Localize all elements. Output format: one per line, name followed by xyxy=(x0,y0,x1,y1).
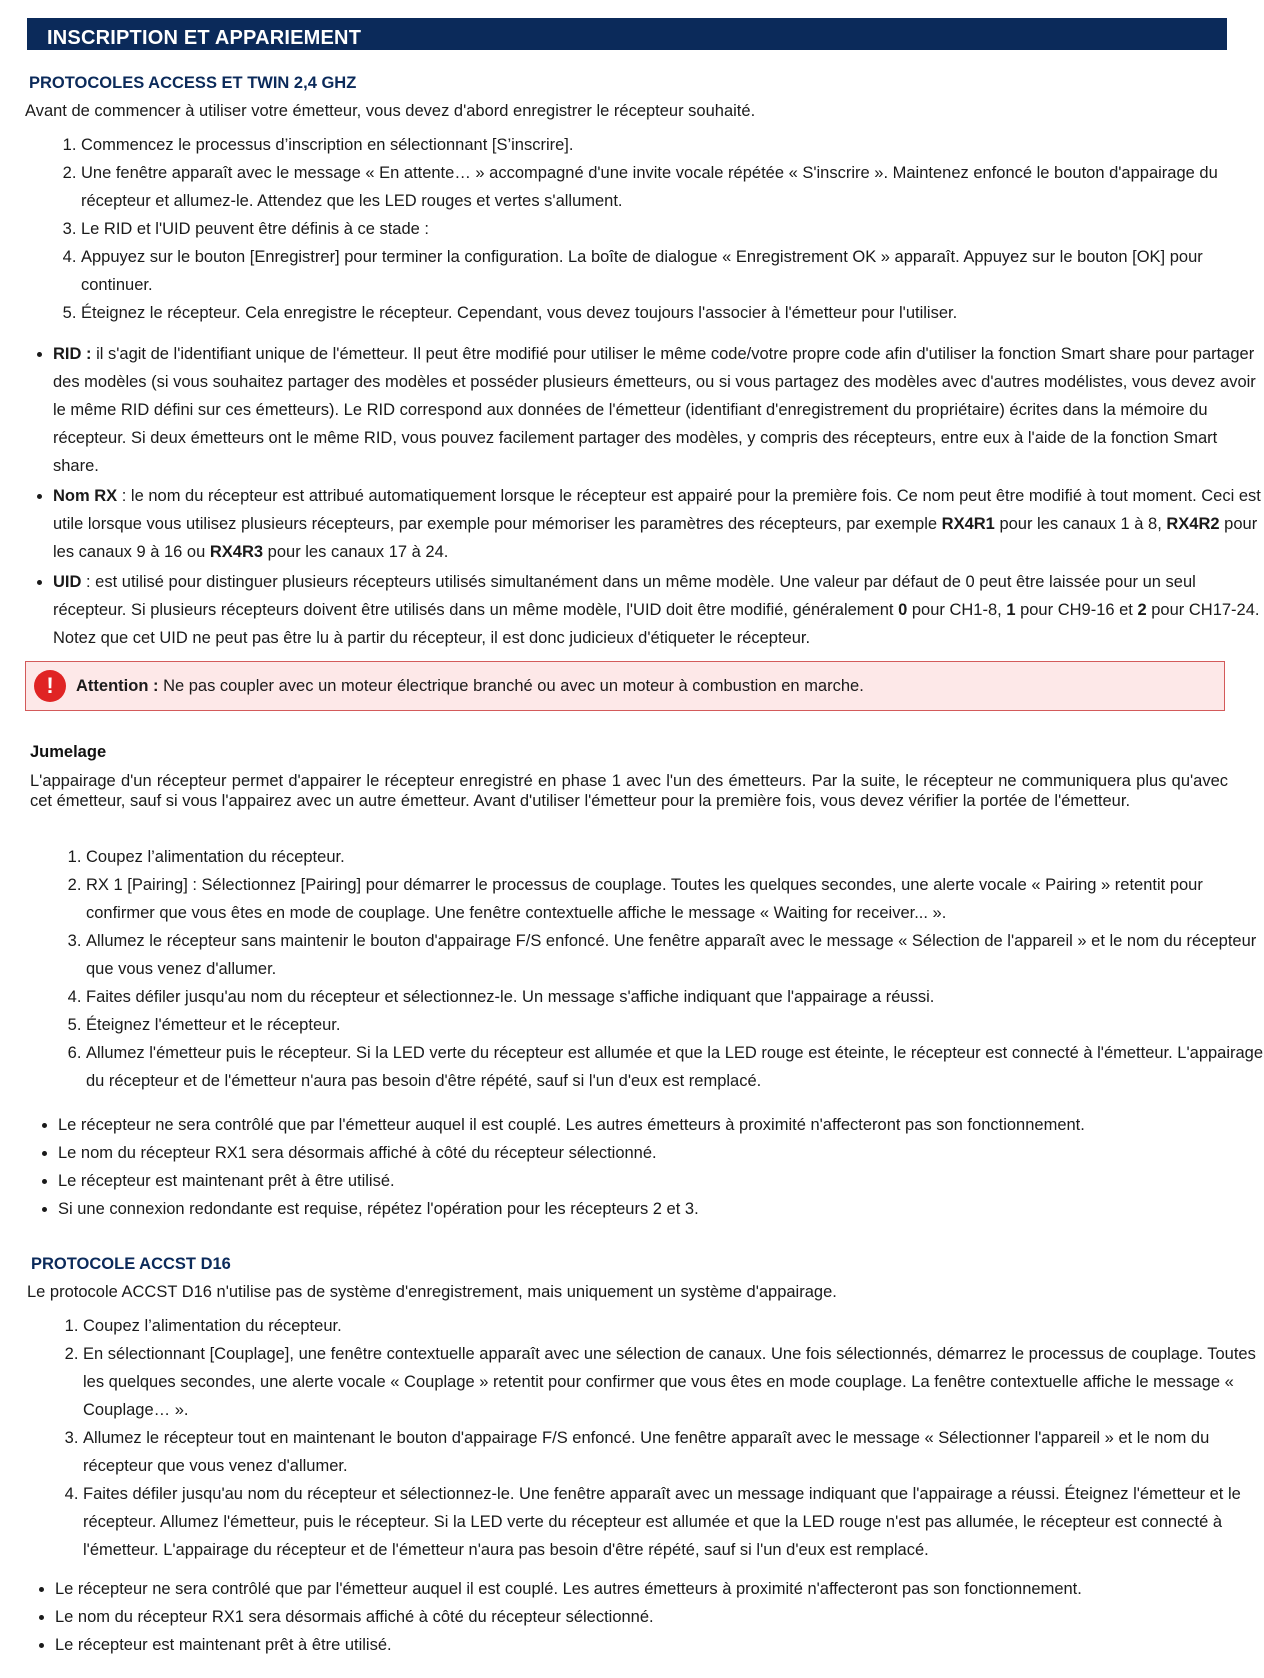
rx-name-description: pour les canaux 9 à 16 ou xyxy=(53,515,1258,561)
section-banner xyxy=(27,18,1227,50)
list-item: • Si une connexion redondante est requise, répétez l'opération pour les récepteurs 2 et 3. xyxy=(58,1195,1258,1223)
list-item: • Le récepteur est maintenant prêt à être utilisé. xyxy=(58,1167,1258,1195)
uid-label: UID xyxy=(53,573,82,591)
rx-example-2: RX4R2 xyxy=(1166,515,1220,533)
uid-description: pour CH17-24. Notez que cet UID ne peut pas être lu à partir du récepteur, il est donc judicieux d'étiqueter le récepteur. xyxy=(53,601,1260,647)
list-item: • Le nom du récepteur RX1 sera désormais affiché à côté du récepteur sélectionné. xyxy=(55,1603,1255,1631)
pairing-steps xyxy=(46,843,1264,1095)
attention-alert xyxy=(25,661,1225,711)
list-item-rid xyxy=(53,340,1261,480)
list-item: • Le nom du récepteur RX1 sera désormais affiché à côté du récepteur sélectionné. xyxy=(58,1139,1258,1167)
rid-label: RID : xyxy=(53,345,92,363)
pairing-intro: L'appairage d'un récepteur permet d'appairer le récepteur enregistré en phase 1 avec l'un des émetteurs. Par la suite, le récepteur ne communiquera plus qu'avec cet émetteur, sauf si vous l'appairez avec un autre émetteur. Avant d'utiliser l'émetteur pour la première fois, vous devez vérifier la portée de l'émetteur. xyxy=(30,772,1228,810)
uid-description: pour CH9-16 et xyxy=(1015,601,1138,619)
list-item: 5. Éteignez l'émetteur et le récepteur. xyxy=(86,1011,1264,1039)
pairing-heading: Jumelage xyxy=(30,743,107,761)
list-item: 3. Allumez le récepteur sans maintenir le bouton d'appairage F/S enfoncé. Une fenêtre apparaît avec le message « Sélection de l'appareil » et le nom du récepteur que vous venez d'allumer. xyxy=(86,927,1264,983)
rid-description: il s'agit de l'identifiant unique de l'émetteur. Il peut être modifié pour utiliser le même code/votre propre code afin d'utiliser la fonction Smart share pour partager des modèles (si vous souhaitez partager des modèles et posséder plusieurs émetteurs, ou si vous partagez des modèles avec d'autres modélistes, vous devez avoir le même RID défini sur ces émetteurs). Le RID correspond aux données de l'émetteur (identifiant d'enregistrement du propriétaire) écrites dans la mémoire du récepteur. Si deux émetteurs ont le même RID, vous pouvez facilement partager des modèles, y compris des récepteurs, entre eux à l'aide de la fonction Smart share. xyxy=(53,345,1256,475)
list-item: 1. Coupez l’alimentation du récepteur. xyxy=(83,1312,1263,1340)
access-heading: PROTOCOLES ACCESS ET TWIN 2,4 GHZ xyxy=(29,74,357,92)
uid-description: : est utilisé pour distinguer plusieurs récepteurs utilisés simultanément dans un même modèle. Une valeur par défaut de 0 peut être laissée pour un seul récepteur. Si plusieurs récepteurs doivent être utilisés dans un même modèle, l'UID doit être modifié, généralement xyxy=(53,573,1196,619)
alert-label: Attention : xyxy=(76,677,159,695)
access-intro: Avant de commencer à utiliser votre émetteur, vous devez d'abord enregistrer le récepteur souhaité. xyxy=(25,102,756,120)
exclamation-icon: ! xyxy=(34,670,66,702)
accst-heading: PROTOCOLE ACCST D16 xyxy=(31,1255,231,1273)
list-item: 1. Commencez le processus d’inscription en sélectionnant [S’inscrire]. xyxy=(81,131,1241,159)
accst-steps xyxy=(43,1312,1263,1564)
rx-name-label: Nom RX xyxy=(53,487,118,505)
list-item: 5. Éteignez le récepteur. Cela enregistre le récepteur. Cependant, vous devez toujours l'associer à l'émetteur pour l'utiliser. xyxy=(81,299,1241,327)
access-definitions xyxy=(20,340,1261,654)
list-item: 4. Faites défiler jusqu'au nom du récepteur et sélectionnez-le. Un message s'affiche indiquant que l'appairage a réussi. xyxy=(86,983,1264,1011)
list-item: • Le récepteur ne sera contrôlé que par l'émetteur auquel il est couplé. Les autres émetteurs à proximité n'affecteront pas son fonctionnement. xyxy=(55,1575,1255,1603)
rx-name-description: : le nom du récepteur est attribué automatiquement lorsque le récepteur est appairé pour la première fois. Ce nom peut être modifié à tout moment. Ceci est utile lorsque vous utilisez plusieurs récepteurs, par exemple pour mémoriser les paramètres des récepteurs, par exemple xyxy=(53,487,1261,533)
rx-example-3: RX4R3 xyxy=(209,543,264,561)
list-item: 6. Allumez l'émetteur puis le récepteur. Si la LED verte du récepteur est allumée et que la LED rouge est éteinte, le récepteur est connecté à l'émetteur. L'appairage du récepteur et de l'émetteur n'aura pas besoin d'être répété, sauf si l'un d'eux est remplacé. xyxy=(86,1039,1264,1095)
list-item: 2. RX 1 [Pairing] : Sélectionnez [Pairing] pour démarrer le processus de couplage. Toutes les quelques secondes, une alerte vocale « Pairing » retentit pour confirmer que vous êtes en mode de couplage. Une fenêtre contextuelle affiche le message « Waiting for receiver... ». xyxy=(86,871,1264,927)
uid-value-1: 1 xyxy=(1006,601,1016,619)
access-steps xyxy=(42,131,1241,327)
uid-value-2: 2 xyxy=(1137,601,1147,619)
list-item: 3. Le RID et l'UID peuvent être définis à ce stade : xyxy=(81,215,1241,243)
list-item-rx-name xyxy=(53,482,1261,566)
list-item: • Le récepteur ne sera contrôlé que par l'émetteur auquel il est couplé. Les autres émetteurs à proximité n'affecteront pas son fonctionnement. xyxy=(58,1111,1258,1139)
pairing-notes xyxy=(24,1111,1258,1223)
rx-name-description: pour les canaux 1 à 8, xyxy=(994,515,1167,533)
alert-body: Ne pas coupler avec un moteur électrique branché ou avec un moteur à combustion en marche. xyxy=(158,677,864,695)
accst-intro: Le protocole ACCST D16 n'utilise pas de système d'enregistrement, mais uniquement un système d'appairage. xyxy=(27,1283,837,1301)
uid-value-0: 0 xyxy=(898,601,908,619)
banner-title: INSCRIPTION ET APPARIEMENT xyxy=(47,27,362,49)
rx-name-description: pour les canaux 17 à 24. xyxy=(263,543,449,561)
rx-example-1: RX4R1 xyxy=(941,515,995,533)
accst-notes xyxy=(21,1575,1255,1659)
alert-message xyxy=(76,675,864,697)
list-item: 2. Une fenêtre apparaît avec le message « En attente… » accompagné d'une invite vocale répétée « S'inscrire ». Maintenez enfoncé le bouton d'appairage du récepteur et allumez-le. Attendez que les LED rouges et vertes s'allument. xyxy=(81,159,1241,215)
list-item: 3. Allumez le récepteur tout en maintenant le bouton d'appairage F/S enfoncé. Une fenêtre apparaît avec le message « Sélectionner l'appareil » et le nom du récepteur que vous venez d'allumer. xyxy=(83,1424,1263,1480)
list-item-uid xyxy=(53,568,1261,652)
list-item: 1. Coupez l’alimentation du récepteur. xyxy=(86,843,1264,871)
list-item: 4. Faites défiler jusqu'au nom du récepteur et sélectionnez-le. Une fenêtre apparaît avec un message indiquant que l'appairage a réussi. Éteignez l'émetteur et le récepteur. Allumez l'émetteur, puis le récepteur. Si la LED verte du récepteur est allumée et que la LED rouge n'est pas allumée, le récepteur est connecté à l'émetteur. L'appairage du récepteur et de l'émetteur n'aura pas besoin d'être répété, sauf si l'un d'eux est remplacé. xyxy=(83,1480,1263,1564)
list-item: 4. Appuyez sur le bouton [Enregistrer] pour terminer la configuration. La boîte de dialogue « Enregistrement OK » apparaît. Appuyez sur le bouton [OK] pour continuer. xyxy=(81,243,1241,299)
list-item: • Le récepteur est maintenant prêt à être utilisé. xyxy=(55,1631,1255,1659)
uid-description: pour CH1-8, xyxy=(907,601,1007,619)
list-item: 2. En sélectionnant [Couplage], une fenêtre contextuelle apparaît avec une sélection de canaux. Une fois sélectionnés, démarrez le processus de couplage. Toutes les quelques secondes, une alerte vocale « Couplage » retentit pour confirmer que vous êtes en mode couplage. La fenêtre contextuelle affiche le message « Couplage… ». xyxy=(83,1340,1263,1424)
